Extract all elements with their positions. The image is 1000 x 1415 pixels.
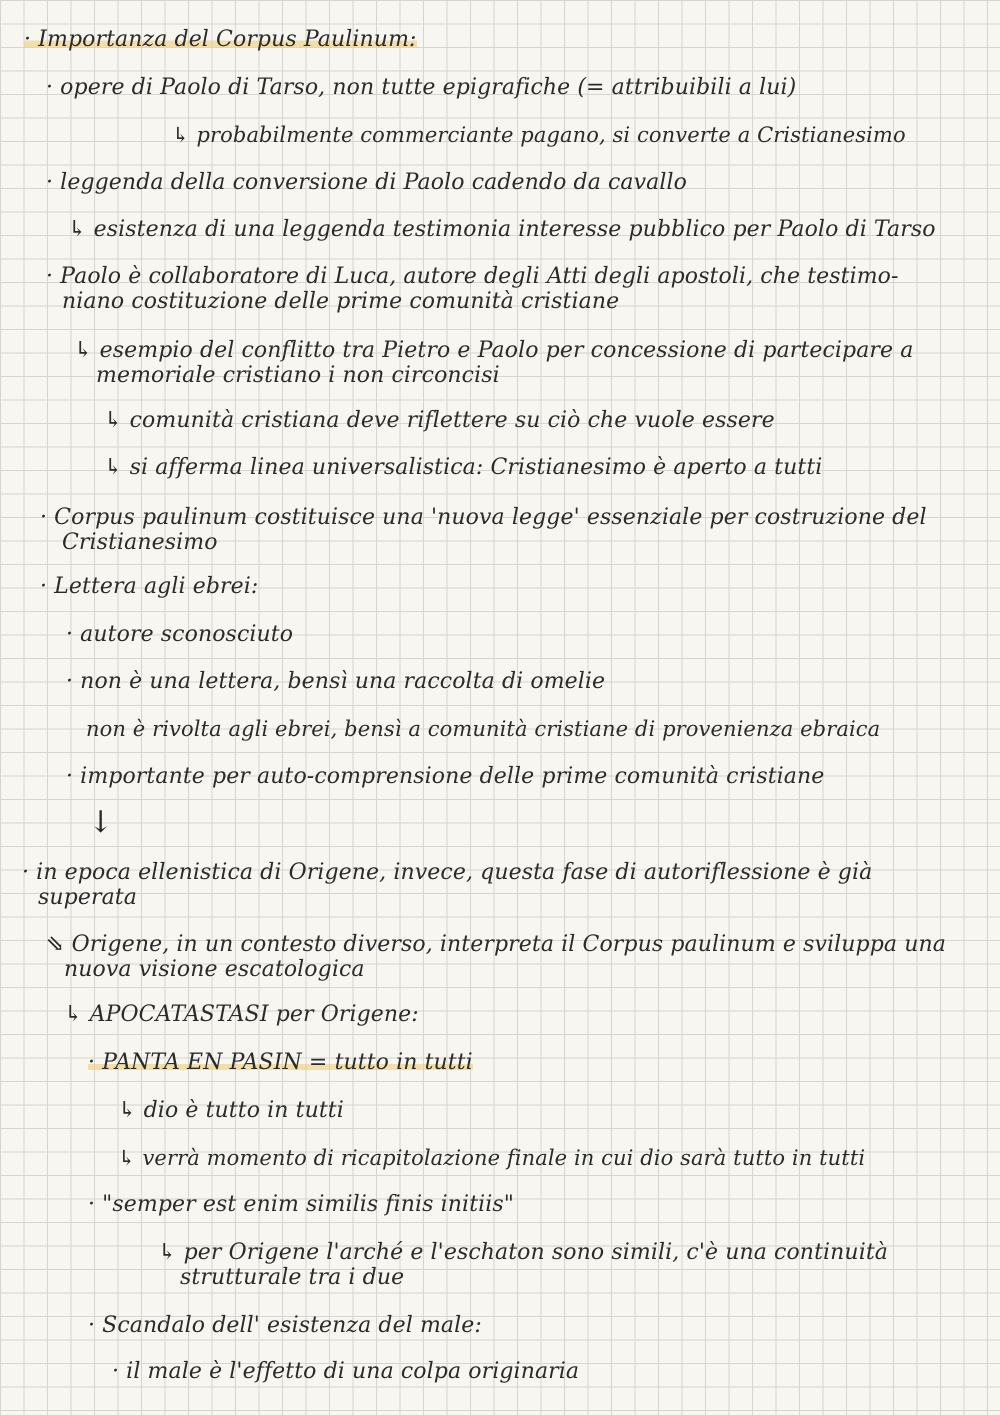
note-line: strutturale tra i due [180, 1265, 405, 1290]
note-line: · leggenda della conversione di Paolo cadendo da cavallo [46, 170, 688, 195]
note-line: · opere di Paolo di Tarso, non tutte epigrafiche (= attribuibili a lui) [46, 75, 797, 100]
note-line: niano costituzione delle prime comunità cristiane [62, 289, 620, 314]
note-line: ↳ si afferma linea universalistica: Cristianesimo è aperto a tutti [104, 455, 823, 480]
note-line: · Scandalo dell' esistenza del male: [88, 1313, 482, 1338]
note-line: · Paolo è collaboratore di Luca, autore degli Atti degli apostoli, che testimo- [46, 264, 899, 289]
note-line: · il male è l'effetto di una colpa originaria [112, 1359, 580, 1384]
note-line: · non è una lettera, bensì una raccolta di omelie [66, 669, 606, 694]
note-line: ↳ probabilmente commerciante pagano, si converte a Cristianesimo [172, 123, 906, 147]
note-line: ↳ esistenza di una leggenda testimonia interesse pubblico per Paolo di Tarso [68, 217, 936, 242]
note-line: memoriale cristiano i non circoncisi [96, 363, 500, 388]
note-line: ⇘ Origene, in un contesto diverso, interpreta il Corpus paulinum e sviluppa una [46, 932, 946, 957]
note-line: Cristianesimo [62, 530, 218, 555]
heading-corpus-paulinum: · Importanza del Corpus Paulinum: [24, 27, 417, 52]
note-line: ↳ verrà momento di ricapitolazione finale in cui dio sarà tutto in tutti [118, 1146, 866, 1170]
note-line: ↳ per Origene l'arché e l'eschaton sono simili, c'è una continuità [158, 1240, 888, 1265]
note-line-highlighted: · PANTA EN PASIN = tutto in tutti [88, 1050, 473, 1075]
note-line: ↳ esempio del conflitto tra Pietro e Paolo per concessione di partecipare a [74, 338, 914, 363]
note-line: · importante per auto-comprensione delle prime comunità cristiane [66, 764, 825, 789]
down-arrow-icon: ↓ [88, 805, 114, 840]
note-line: ↳ APOCATASTASI per Origene: [64, 1002, 419, 1027]
note-line: · Corpus paulinum costituisce una 'nuova legge' essenziale per costruzione del [40, 505, 927, 530]
note-line: · "semper est enim similis finis initiis" [88, 1192, 515, 1217]
note-line: · in epoca ellenistica di Origene, invece, questa fase di autoriflessione è già [22, 860, 873, 885]
note-line: ↳ comunità cristiana deve riflettere su ciò che vuole essere [104, 408, 775, 433]
note-line: · autore sconosciuto [66, 622, 294, 647]
note-line: nuova visione escatologica [64, 957, 365, 982]
note-line: ↳ dio è tutto in tutti [118, 1098, 344, 1123]
note-line: · Lettera agli ebrei: [40, 574, 259, 599]
note-line: superata [38, 885, 137, 910]
note-line: non è rivolta agli ebrei, bensì a comunità cristiane di provenienza ebraica [86, 717, 881, 741]
